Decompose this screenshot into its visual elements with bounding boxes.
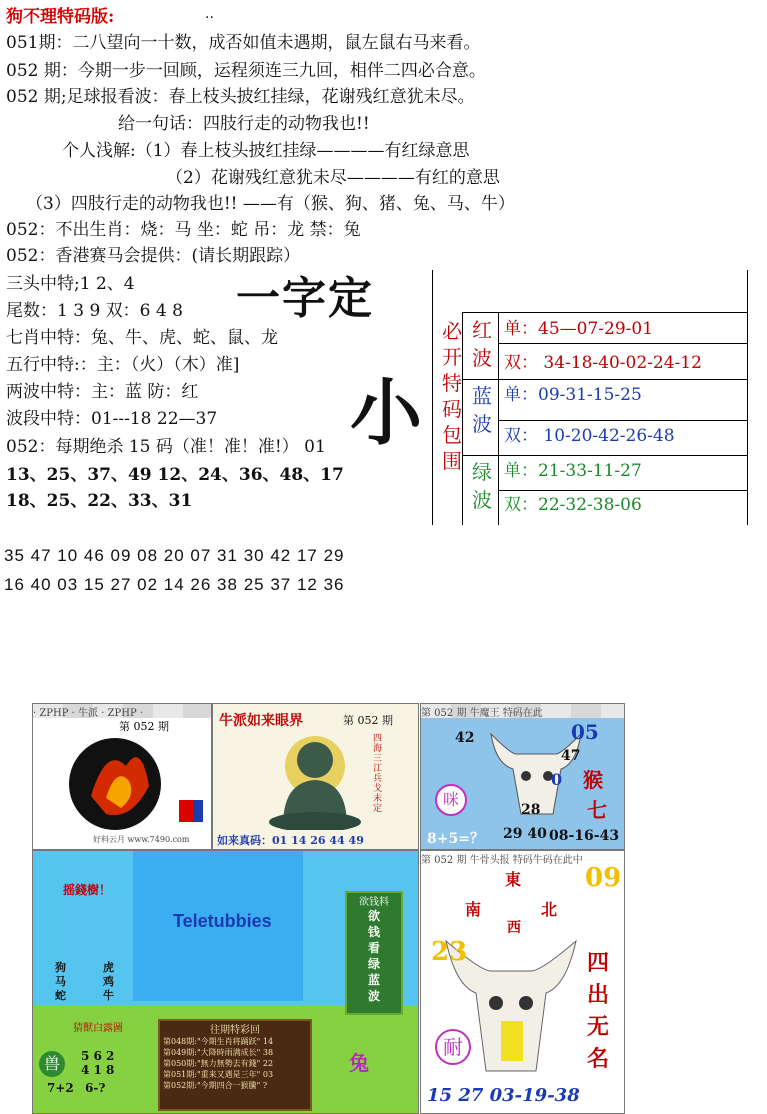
skull-panel-2 bbox=[420, 850, 625, 1114]
direction-west: 西 bbox=[507, 920, 521, 936]
animal-list: 虎 鸡 牛 bbox=[103, 961, 114, 1002]
big-word: 一字定 bbox=[236, 273, 374, 324]
beast-char: 兽 bbox=[39, 1051, 65, 1077]
panel-footer: 好料云月 www.7490.com bbox=[93, 835, 190, 844]
text-line: 三头中特;1 2、4 bbox=[6, 274, 135, 294]
mi-char: 咪 bbox=[435, 784, 467, 816]
panel-header: · ZPHP · 牛派 · ZPHP · bbox=[33, 704, 211, 718]
panel-title: 牛派如来眼界 bbox=[219, 713, 303, 729]
side-verse: 四海三江兵戈未定 bbox=[373, 734, 383, 814]
skull-num: 0 bbox=[551, 770, 563, 789]
green-double: 双：22-32-38-06 bbox=[504, 495, 642, 515]
issue-label: 第 052 期 bbox=[343, 714, 393, 727]
text-line: 052：每期绝杀 15 码（准！准！准!） 01 bbox=[6, 437, 326, 457]
equation: 7+2 bbox=[47, 1081, 74, 1095]
text-line: 051期：二八望向一十数，成否如值未遇期，鼠左鼠右马来看。 bbox=[6, 33, 481, 53]
blue-double: 双： 10-20-42-26-48 bbox=[504, 426, 675, 446]
skull-num: 29 40 bbox=[503, 826, 547, 842]
skull-num: 05 bbox=[571, 720, 599, 744]
blue-wave-label: 蓝 波 bbox=[472, 384, 492, 436]
green-single: 单：21-33-11-27 bbox=[504, 461, 642, 481]
panel-header: 第 052 期 牛魔王 特码在此 bbox=[421, 704, 624, 718]
text-line: 052：不出生肖：烧：马 坐：蛇 吊：龙 禁：兔 bbox=[6, 220, 361, 240]
skull-num: 47 bbox=[561, 748, 581, 764]
hare-char: 兔 bbox=[349, 1051, 369, 1075]
text-line: 两波中特：主：蓝 防：红 bbox=[6, 382, 199, 402]
seven-char: 七 bbox=[587, 798, 607, 822]
panel-footer: 如来真码：01 14 26 44 49 bbox=[217, 834, 364, 847]
text-line: 五行中特:：主：（火）（木）准] bbox=[6, 355, 240, 375]
number-row: 35 47 10 46 09 08 20 07 31 30 42 17 29 bbox=[4, 546, 345, 565]
num-23: 23 bbox=[431, 937, 468, 967]
side-verse: 四 出 无 名 bbox=[587, 950, 610, 1072]
text-line: 18、25、22、33、31 bbox=[6, 491, 193, 511]
text-line: 尾数：1 3 9 双：6 4 8 bbox=[6, 301, 183, 321]
page-title: 狗不理特码版: bbox=[6, 7, 115, 27]
equation: 6-? bbox=[85, 1081, 106, 1095]
red-single: 单：45—07-29-01 bbox=[504, 319, 654, 339]
panel-header: 第 052 期 牛骨头报 特码牛码在此中 bbox=[421, 851, 624, 865]
money-tree-label: 摇錢樹！ bbox=[63, 883, 112, 897]
text-line: 波段中特：01---18 22—37 bbox=[6, 409, 218, 429]
blue-single: 单：09-31-15-25 bbox=[504, 385, 642, 405]
equation: 8+5=？ bbox=[427, 831, 484, 847]
text-line: 七肖中特：兔、牛、虎、蛇、鼠、龙 bbox=[6, 328, 278, 348]
side-label: 必 开 特 码 包 围 bbox=[442, 319, 462, 473]
skull-num: 28 bbox=[521, 802, 541, 818]
skull-num: 42 bbox=[455, 730, 475, 746]
text-line: 052 期：今期一步一回顾，运程须连三九回，相伴二四必合意。 bbox=[6, 61, 486, 81]
red-wave-label: 红 波 bbox=[472, 318, 492, 370]
side-board: 欲钱料 欲 钱 看 绿 蓝 波 bbox=[345, 891, 403, 1015]
text-line: 052：香港赛马会提供：(请长期跟踪） bbox=[6, 246, 301, 266]
green-wave-label: 绿 波 bbox=[472, 460, 492, 512]
buddha-panel bbox=[212, 703, 419, 850]
text-line: 个人浅解:（1）春上枝头披红挂绿————有红绿意思 bbox=[62, 141, 470, 161]
fire-ball-icon bbox=[51, 726, 211, 836]
text-line: （2）花谢残红意犹未尽————有红的意思 bbox=[166, 168, 500, 188]
big-small-char: 小 bbox=[350, 370, 423, 455]
teletubbies-logo: Teletubbies bbox=[173, 911, 272, 931]
skull-panel-1 bbox=[420, 703, 625, 850]
wave-table bbox=[432, 270, 748, 525]
teletubbies-panel bbox=[32, 850, 419, 1114]
direction-south: 南 bbox=[465, 900, 482, 919]
animal-list: 狗 马 蛇 bbox=[55, 961, 66, 1002]
decorative-dots: .. bbox=[205, 6, 214, 22]
direction-north: 北 bbox=[541, 900, 558, 919]
fire-ball-panel bbox=[32, 703, 212, 850]
number-grid: 5 6 2 4 1 8 bbox=[81, 1049, 115, 1077]
direction-east: 東 bbox=[505, 870, 522, 889]
nai-char: 耐 bbox=[435, 1029, 471, 1065]
panel-bottom: 猜獸白露圖 bbox=[73, 1023, 123, 1034]
bottom-numbers: 15 27 03-19-38 bbox=[427, 1085, 580, 1106]
text-line: （3）四肢行走的动物我也!! ——有（猴、狗、猪、兔、马、牛） bbox=[26, 194, 515, 214]
text-line: 13、25、37、49 12、24、36、48、17 bbox=[6, 465, 344, 485]
num-09: 09 bbox=[585, 863, 622, 893]
number-row: 16 40 03 15 27 02 14 26 38 25 37 12 36 bbox=[4, 575, 345, 594]
issue-label: 第 052 期 bbox=[119, 720, 169, 733]
history-board: 往期特彩回 第048期:"今期生肖将踊跃" 14 第049期:"大降時雨满成长" 38 第050期:"無力無勢去有錢" 22 第051期:"重来又遇是三年" 03 第052期:"今期四合一猴騰" ? bbox=[158, 1019, 312, 1111]
text-line: 052 期;足球报看波：春上枝头披红挂绿，花谢残红意犹未尽。 bbox=[6, 87, 475, 107]
code-label: 08-16-43 bbox=[549, 828, 620, 844]
red-double: 双： 34-18-40-02-24-12 bbox=[504, 353, 702, 373]
monkey-char: 猴 bbox=[583, 768, 603, 792]
text-line: 给一句话：四肢行走的动物我也!! bbox=[118, 114, 370, 134]
